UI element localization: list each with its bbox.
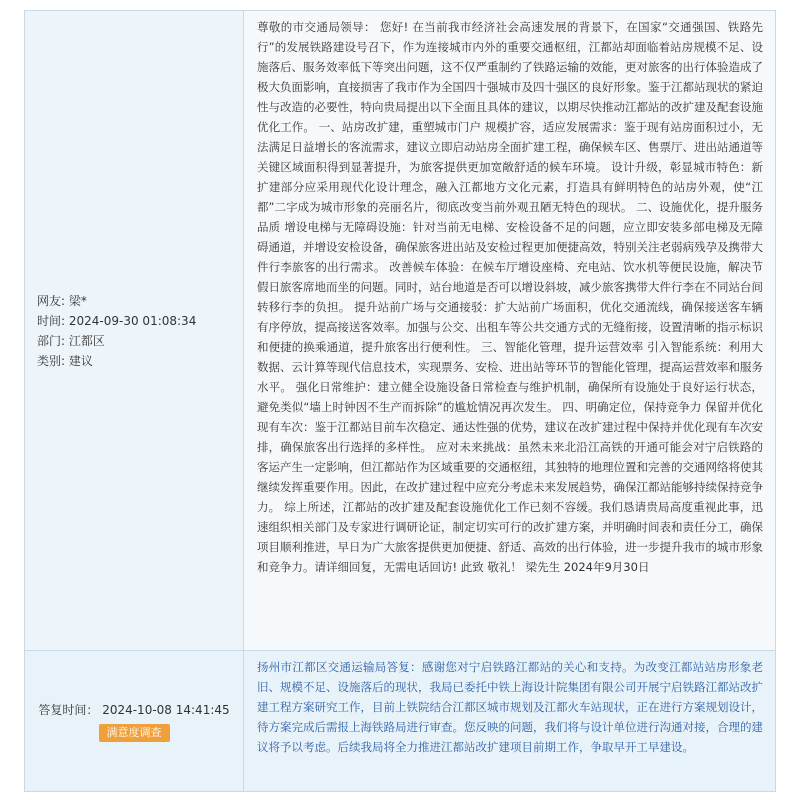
reply-time-line	[38, 700, 229, 720]
message-dept: 江都区	[68, 333, 105, 348]
author-label: 网友:	[37, 293, 66, 308]
message-time: 2024-09-30 01:08:34	[68, 313, 197, 328]
message-meta	[25, 11, 244, 650]
message-category: 建议	[68, 353, 93, 368]
message-body: 尊敬的市交通局领导： 您好! 在当前我市经济社会高速发展的背景下，在国家“交通强国、铁路先行”的发展铁路建设号召下，作为连接城市内外的重要交通枢纽，江都站却面临着站房规模不足、设施落后、服务效率低下等突出问题，这不仅严重制约了铁路运输的效能，更对旅客的出行体验造成了极大负面影响，直接损害了我市作为全国四十强城市及四十强区的良好形象。鉴于江都站现状的紧迫性与改造的必要性，特向贵局提出以下全面且具体的建议，以期尽快推动江都站的改扩建及配套设施优化工作。 一、站房改扩建，重塑城市门户 规模扩容，适应发展需求：鉴于现有站房面积过小，无法满足日益增长的客流需求，建议立即启动站房全面扩建工程，确保候车区、售票厅、进出站通道等关键区域面积得到显著提升，为旅客提供更加宽敞舒适的候车环境。 设计升级，彰显城市特色：新扩建部分应采用现代化设计理念，融入江都地方文化元素，打造具有鲜明特色的站房外观，使“江都”二字成为城市形象的亮丽名片，彻底改变当前外观丑陋无特色的现状。 二、设施优化，提升服务品质 增设电梯与无障碍设施：针对当前无电梯、安检设备不足的问题，应立即安装多部电梯及无障碍通道，并增设安检设备，确保旅客进出站及安检过程更加便捷高效，特别关注老弱病残孕及携带大件行李旅客的出行需求。 改善候车体验：在候车厅增设座椅、充电站、饮水机等便民设施，解决节假日旅客席地而坐的问题。同时，站台地道是否可以增设斜坡，减少旅客携带大件行李在不同站台间转移行李的负担。 提升站前广场与交通接驳：扩大站前广场面积，优化交通流线，确保接送客车辆有序停放，提高接送客效率。加强与公交、出租车等公共交通方式的无缝衔接，设置清晰的指示标识和便捷的换乘通道，提升旅客出行便利性。 三、智能化管理，提升运营效率 引入智能系统：利用大数据、云计算等现代信息技术，实现票务、安检、进出站等环节的智能化管理，提高运营效率和服务水平。 强化日常维护：建立健全设施设备日常检查与维护机制，确保所有设施处于良好运行状态，避免类似“墙上时钟因不生产而拆除”的尴尬情况再次发生。 四、明确定位，保持竞争力 保留并优化现有车次：鉴于江都站目前车次稳定、通达性强的优势，建议在改扩建过程中保持并优化现有车次安排，确保旅客出行选择的多样性。 应对未来挑战：虽然未来北沿江高铁的开通可能会对宁启铁路的客运产生一定影响，但江都站作为区域重要的交通枢纽，其独特的地理位置和完善的交通网络将使其继续发挥重要作用。因此，在改扩建过程中应充分考虑未来发展趋势，确保江都站能够持续保持竞争力。 综上所述，江都站的改扩建及配套设施优化工作已刻不容缓。我们恳请贵局高度重视此事，迅速组织相关部门及专家进行调研论证，制定切实可行的改扩建方案，并明确时间表和责任分工，确保项目顺利推进，早日为广大旅客提供更加便捷、舒适、高效的出行体验，进一步提升我市的城市形象和竞争力。请详细回复，无需电话回访! 此致 敬礼！ 梁先生 2024年9月30日	[257, 20, 763, 574]
satisfaction-survey-button[interactable]: 满意度调查	[99, 724, 170, 742]
message-row	[25, 11, 775, 651]
reply-time: 2024-10-08 14:41:45	[102, 703, 230, 717]
reply-row	[25, 651, 775, 791]
reply-time-label: 答复时间：	[38, 703, 99, 717]
author-name: 梁*	[68, 293, 87, 308]
category-label: 类别:	[37, 353, 66, 368]
reply-meta	[25, 651, 244, 791]
message-table	[24, 10, 776, 792]
dept-label: 部门:	[37, 333, 66, 348]
reply-content	[244, 651, 775, 791]
category-line	[37, 351, 243, 371]
time-line	[37, 311, 243, 331]
time-label: 时间:	[37, 313, 66, 328]
dept-line	[37, 331, 243, 351]
reply-body: 扬州市江都区交通运输局答复：感谢您对宁启铁路江都站的关心和支持。为改变江都站站房形象老旧、规模不足、设施落后的现状，我局已委托中铁上海设计院集团有限公司开展宁启铁路江都站改扩建工程方案研究工作，目前上铁院结合江都区城市规划及江都火车站现状，正在进行方案规划设计，待方案完成后需报上海铁路局进行审查。您反映的问题，我们将与设计单位进行沟通对接，合理的建议将予以考虑。后续我局将全力推进江都站改扩建项目前期工作，争取早开工早建设。	[257, 660, 763, 754]
message-content	[244, 11, 775, 650]
author-line	[37, 291, 243, 311]
